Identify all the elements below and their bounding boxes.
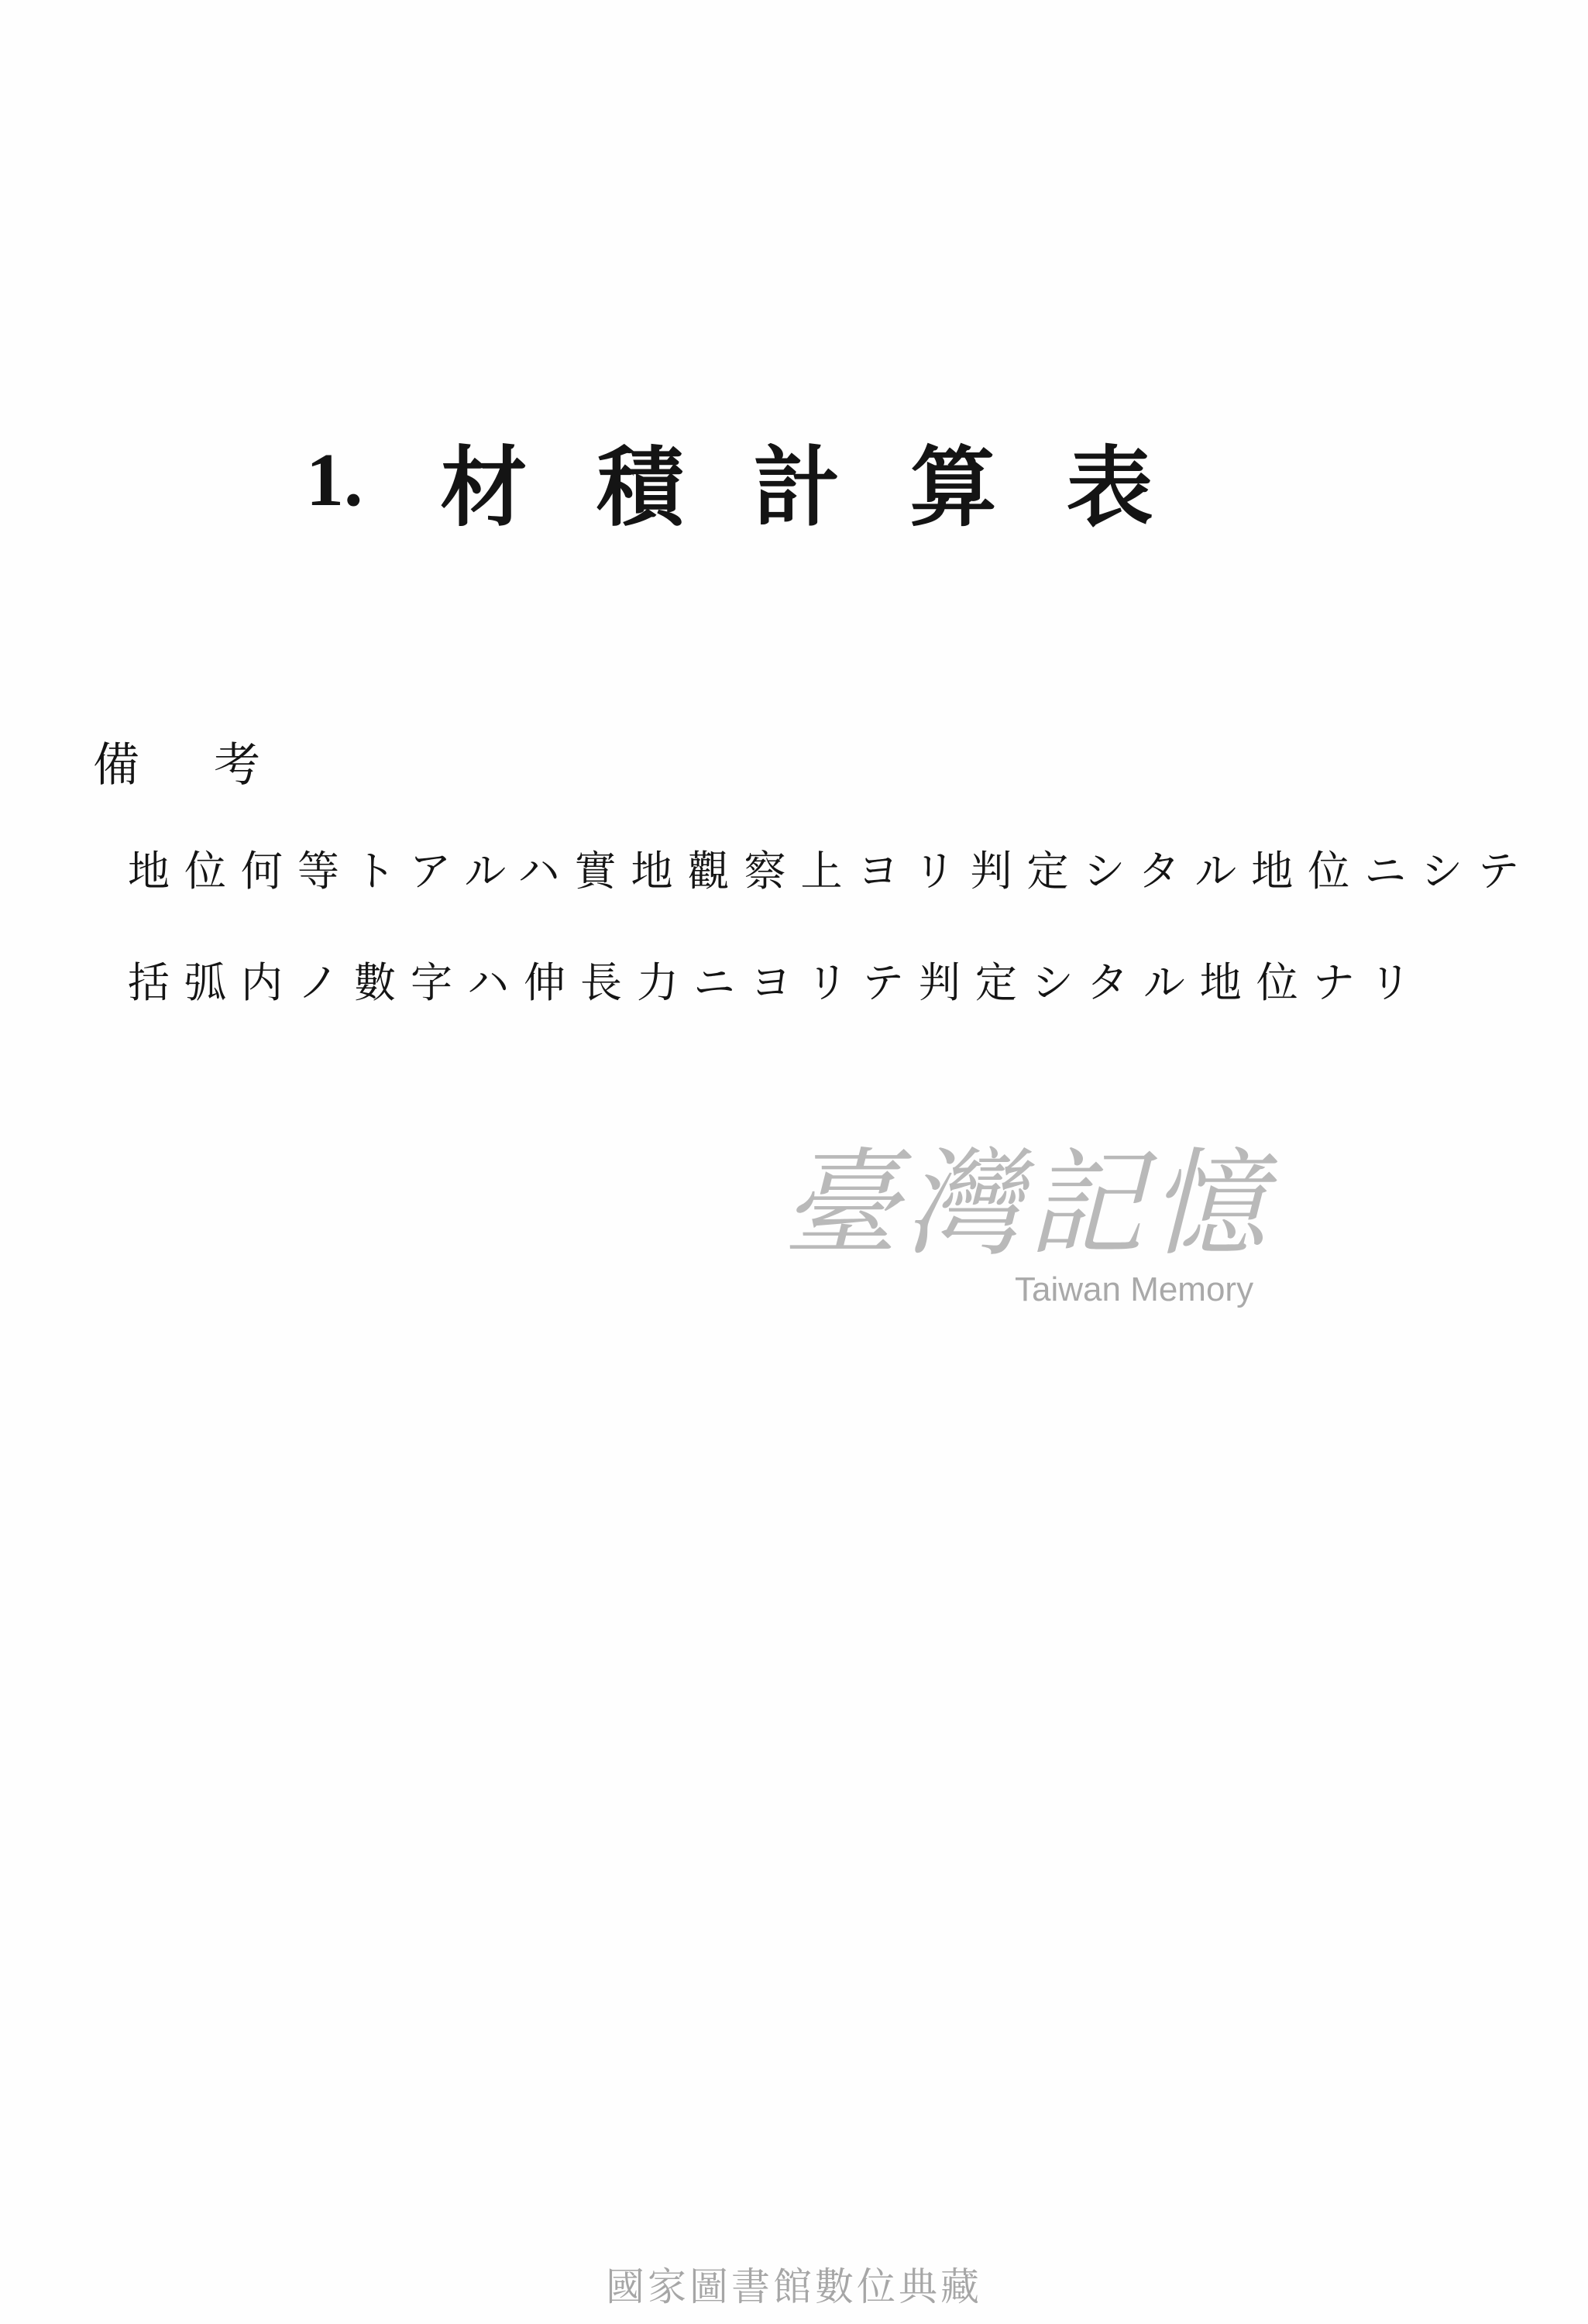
page-title (306, 430, 1223, 538)
watermark-english-text: Taiwan Memory (1015, 1270, 1254, 1308)
footer-source-mark: 國家圖書館數位典藏 (606, 2264, 982, 2309)
remark-note-1: 地位何等トアルハ實地觀察上ヨリ判定シタル地位ニシテ (128, 847, 1535, 896)
title-text: 材積計算表 (440, 436, 1223, 538)
remark-note-2: 括弧内ノ數字ハ伸長力ニヨリテ判定シタル地位ナリ (128, 958, 1426, 1007)
remarks-heading: 備考 (93, 738, 335, 792)
title-number: 1. (306, 438, 363, 522)
taiwan-memory-watermark (775, 1137, 1286, 1332)
watermark-logo-text: 臺灣記憶 (782, 1137, 1273, 1272)
